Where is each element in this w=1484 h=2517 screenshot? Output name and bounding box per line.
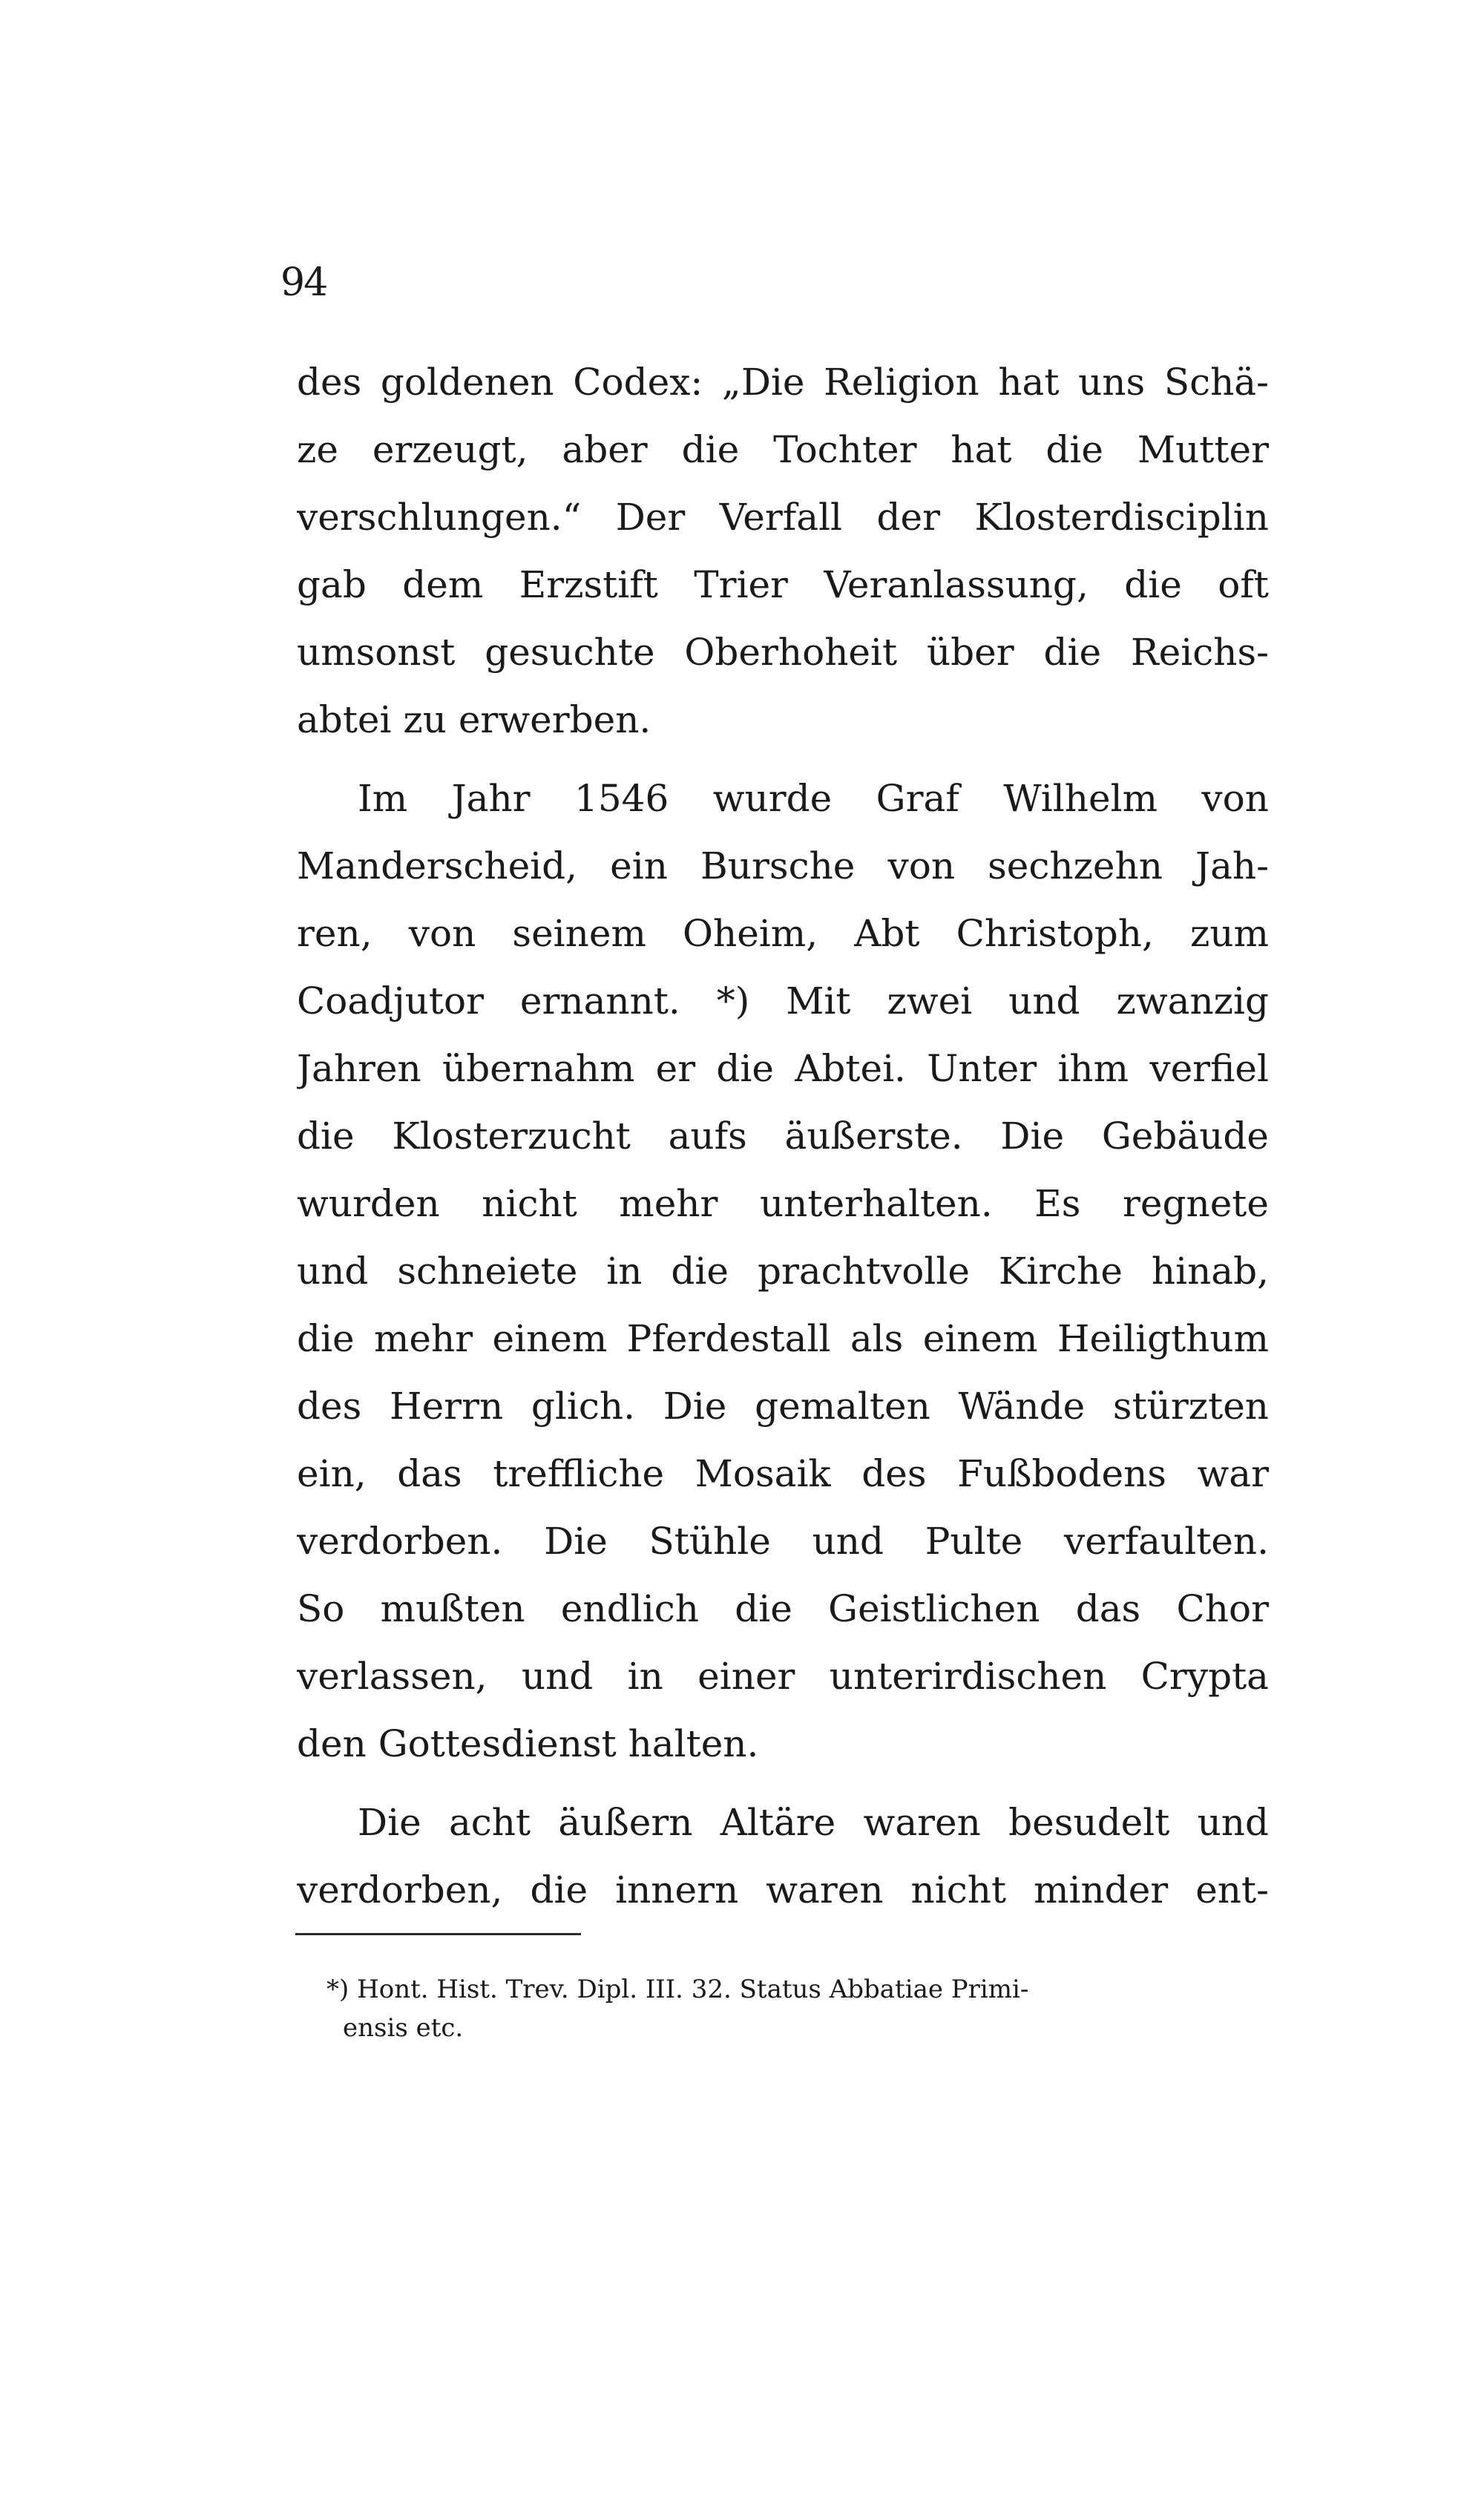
paragraph-gap (297, 1778, 1269, 1789)
page-number: 94 (280, 260, 327, 305)
text-line: ze erzeugt, aber die Tochter hat die Mutter (297, 428, 1269, 471)
text-line: die mehr einem Pferdestall als einem Heiligthum (297, 1317, 1269, 1360)
footnote-divider (295, 1933, 581, 1935)
body-text (297, 349, 1269, 1924)
text-line: und schneiete in die prachtvolle Kirche hinab, (297, 1250, 1269, 1293)
text-line: umsonst gesuchte Oberhoheit über die Reichs- (297, 631, 1269, 674)
text-line: Manderscheid, ein Bursche von sechzehn Jah- (297, 844, 1269, 887)
footnote-line: ensis etc. (343, 2013, 464, 2043)
text-line: den Gottesdienst halten. (297, 1722, 759, 1765)
text-line: ein, das treffliche Mosaik des Fußbodens war (297, 1452, 1269, 1495)
text-line: die Klosterzucht aufs äußerste. Die Gebäude (297, 1115, 1269, 1158)
paragraph-gap (297, 754, 1269, 765)
footnote-line: *) Hont. Hist. Trev. Dipl. III. 32. Status Abbatiae Primi- (326, 1975, 1029, 2004)
footnote (326, 1970, 1261, 2047)
paragraph-3 (297, 1789, 1269, 1924)
text-line: wurden nicht mehr unterhalten. Es regnete (297, 1182, 1269, 1225)
text-line: abtei zu erwerben. (297, 698, 651, 741)
text-line: Coadjutor ernannt. *) Mit zwei und zwanzig (297, 979, 1269, 1023)
text-line: So mußten endlich die Geistlichen das Chor (297, 1587, 1269, 1630)
text-line: Die acht äußern Altäre waren besudelt und (358, 1801, 1269, 1844)
text-line: des Herrn glich. Die gemalten Wände stürzten (297, 1385, 1269, 1428)
text-line: verlassen, und in einer unterirdischen Crypta (297, 1655, 1269, 1698)
text-line: ren, von seinem Oheim, Abt Christoph, zum (297, 912, 1269, 955)
text-line: verdorben, die innern waren nicht minder ent- (297, 1868, 1269, 1911)
text-line: Im Jahr 1546 wurde Graf Wilhelm von (358, 777, 1269, 820)
text-line: verdorben. Die Stühle und Pulte verfaulten. (297, 1520, 1269, 1563)
text-line: gab dem Erzstift Trier Veranlassung, die oft (297, 563, 1269, 606)
text-line: des goldenen Codex: „Die Religion hat uns Schä- (297, 361, 1269, 404)
text-line: Jahren übernahm er die Abtei. Unter ihm verfiel (297, 1047, 1269, 1090)
paragraph-2 (297, 765, 1269, 1778)
text-line: verschlungen.“ Der Verfall der Klosterdisciplin (297, 496, 1269, 539)
paragraph-1 (297, 349, 1269, 754)
